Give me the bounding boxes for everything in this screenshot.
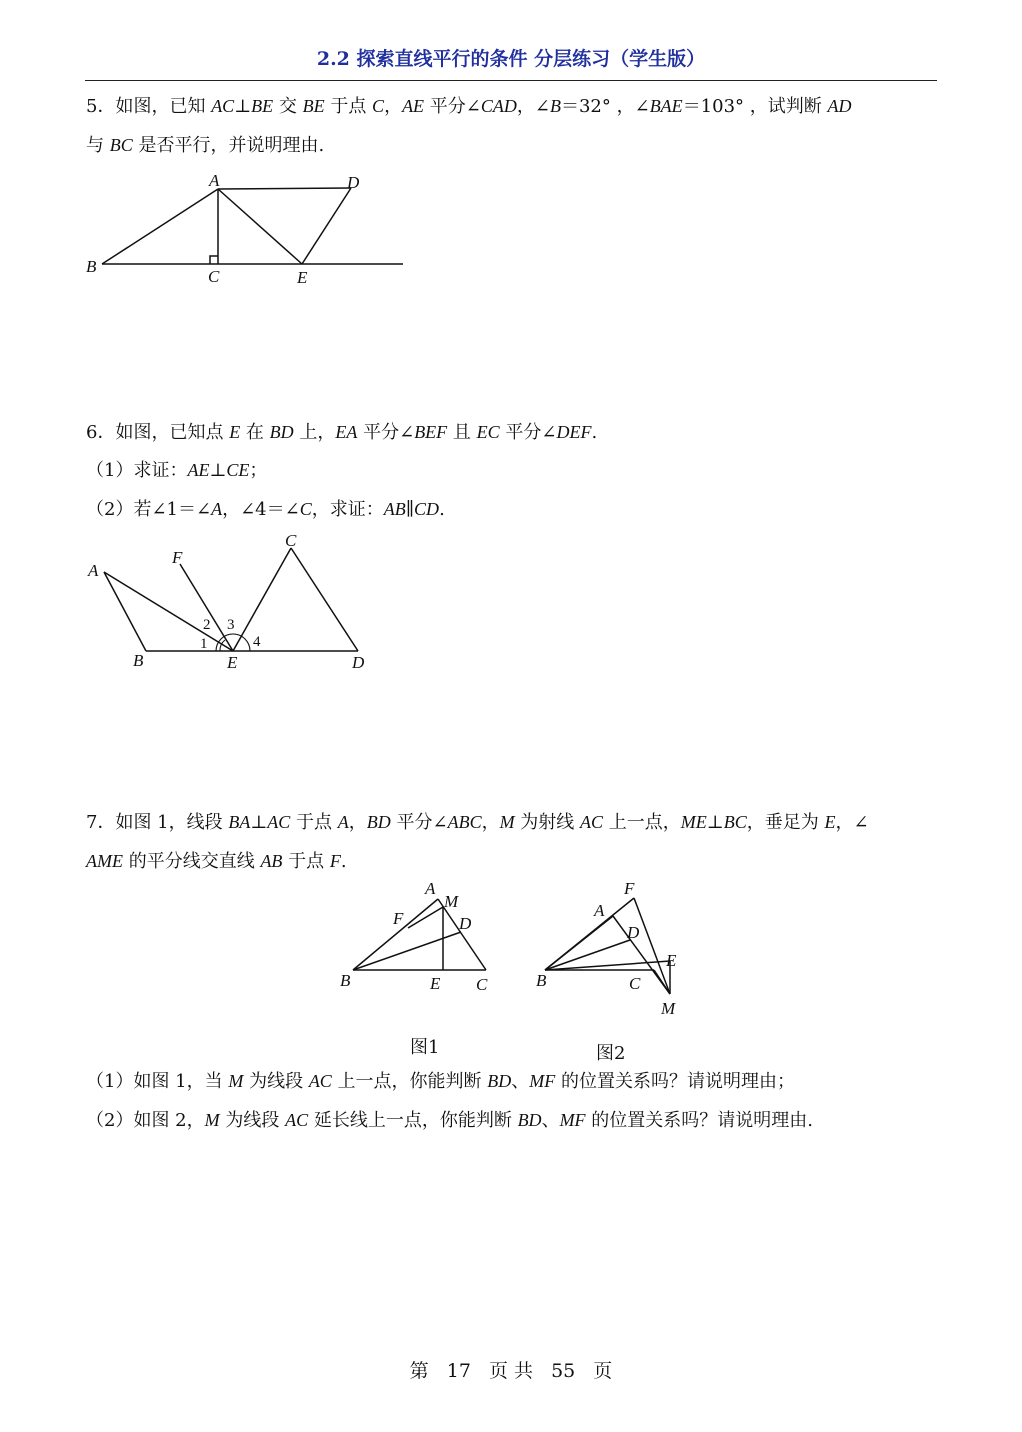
- math-variable: EA: [335, 422, 358, 442]
- text-segment: ⊥: [234, 96, 252, 117]
- math-variable: AC: [580, 812, 604, 832]
- angle-label-4: 4: [253, 634, 261, 650]
- label-C: C: [285, 531, 297, 550]
- text-segment: 为射线: [514, 812, 581, 833]
- text-segment: .: [439, 499, 445, 520]
- text-segment: 为线段: [243, 1071, 309, 1092]
- text-segment: ，: [384, 96, 403, 117]
- angle-label-2: 2: [203, 617, 211, 633]
- math-variable: BD: [517, 1110, 542, 1130]
- page-header-title: 2.2 探索直线平行的条件 分层练习（学生版）: [316, 48, 706, 70]
- angle-label-1: 1: [200, 636, 208, 652]
- label-D: D: [347, 173, 360, 192]
- text-segment: ＝103° ，试判断: [682, 96, 828, 117]
- footer-total-pages: 55: [551, 1360, 576, 1382]
- segment-AB: [104, 572, 146, 651]
- footer-post: 页: [593, 1360, 613, 1382]
- problem5-line1: [86, 94, 946, 119]
- text-segment: .: [340, 851, 347, 872]
- header-rule: [85, 80, 937, 81]
- text-segment: ；: [249, 460, 268, 481]
- text-segment: 上一点，: [603, 812, 681, 833]
- math-variable: E: [824, 812, 836, 832]
- fig1-label-C: C: [476, 975, 488, 994]
- label-C: C: [208, 267, 220, 286]
- footer-pre: 第: [409, 1360, 429, 1382]
- segment-AE: [218, 189, 302, 264]
- fig2-label-M: M: [661, 999, 676, 1018]
- text-segment: ，∠: [516, 96, 550, 117]
- math-variable: C: [372, 96, 385, 116]
- text-segment: ，∠: [835, 812, 869, 833]
- fig1-label-F: F: [393, 909, 404, 928]
- text-segment: ，∠4＝∠: [222, 499, 300, 520]
- page-footer: [0, 1356, 1022, 1383]
- text-segment: ＝32° ，∠: [560, 96, 650, 117]
- math-variable: AC: [267, 812, 291, 832]
- figure1-caption: 图1: [410, 1037, 440, 1058]
- angle-arc-marks: [216, 634, 250, 651]
- math-variable: E: [229, 422, 241, 442]
- text-segment: ，垂足为: [746, 812, 825, 833]
- fig2-label-B: B: [536, 971, 547, 990]
- text-segment: 为线段: [219, 1110, 286, 1131]
- right-angle-mark: [210, 256, 218, 264]
- math-variable: BE: [302, 96, 325, 116]
- math-variable: B: [549, 96, 561, 116]
- text-segment: 的位置关系吗？请说明理由；: [555, 1071, 796, 1092]
- problem5-line2: [86, 133, 946, 158]
- problem7-figure2: [528, 876, 698, 1026]
- segment-DE: [302, 188, 351, 264]
- math-variable: AB: [260, 851, 283, 871]
- label-A: A: [88, 561, 99, 580]
- fig2-label-E: E: [666, 951, 677, 970]
- segment-AE: [104, 572, 233, 651]
- label-E: E: [297, 268, 308, 287]
- text-segment: 平分∠: [357, 422, 415, 443]
- math-variable: CAD: [480, 96, 517, 116]
- segment-BD: [353, 932, 461, 970]
- math-variable: AME: [86, 851, 123, 871]
- text-segment: 、: [541, 1110, 560, 1131]
- problem7-line1: [86, 810, 946, 835]
- text-segment: 上，: [293, 422, 336, 443]
- segment-BA: [102, 189, 218, 264]
- footer-mid: 页 共: [488, 1360, 534, 1382]
- text-segment: 平分∠: [499, 422, 557, 443]
- math-variable: BAE: [649, 96, 683, 116]
- math-variable: BD: [487, 1071, 512, 1091]
- problem7-part2: [86, 1108, 946, 1133]
- text-segment: 、: [511, 1071, 530, 1092]
- math-variable: AD: [827, 96, 852, 116]
- text-segment: 是否平行，并说明理由.: [132, 135, 325, 156]
- text-segment: 5．如图，已知: [86, 96, 212, 117]
- math-variable: F: [329, 851, 341, 871]
- problem7-line2: [86, 849, 946, 874]
- math-variable: BEF: [414, 422, 448, 442]
- math-variable: MF: [529, 1071, 556, 1091]
- math-variable: CE: [226, 460, 250, 480]
- text-segment: 平分∠: [424, 96, 481, 117]
- math-variable: BA: [228, 812, 251, 832]
- math-variable: AB: [383, 499, 406, 519]
- problem6-line1: [86, 420, 946, 445]
- label-D: D: [352, 653, 365, 672]
- math-variable: C: [299, 499, 312, 519]
- math-variable: CD: [414, 499, 440, 519]
- fig1-label-M: M: [444, 892, 459, 911]
- math-variable: AC: [211, 96, 235, 116]
- text-segment: （2）若∠1＝∠: [86, 499, 212, 520]
- fig2-label-A: A: [594, 901, 605, 920]
- footer-page-number: 17: [446, 1360, 471, 1382]
- problem5-figure: [80, 168, 420, 293]
- math-variable: AC: [285, 1110, 309, 1130]
- math-variable: M: [228, 1071, 244, 1091]
- text-segment: 且: [447, 422, 477, 443]
- text-segment: 与: [86, 135, 110, 156]
- segment-CD: [291, 548, 358, 651]
- angle-label-3: 3: [227, 617, 235, 633]
- text-segment: ，: [348, 812, 367, 833]
- text-segment: ，: [481, 812, 500, 833]
- label-B: B: [133, 651, 144, 670]
- text-segment: 平分∠: [390, 812, 448, 833]
- text-segment: 的平分线交直线: [122, 851, 261, 872]
- text-segment: 交: [273, 96, 303, 117]
- math-variable: BD: [269, 422, 294, 442]
- problem7-part1: [86, 1069, 946, 1094]
- text-segment: 于点: [282, 851, 330, 872]
- fig1-label-E: E: [430, 974, 441, 993]
- fig2-label-D: D: [627, 923, 640, 942]
- text-segment: ⊥: [250, 812, 268, 833]
- text-segment: 在: [240, 422, 270, 443]
- label-B: B: [86, 257, 97, 276]
- math-variable: BC: [723, 812, 747, 832]
- math-variable: AE: [187, 460, 210, 480]
- text-segment: 的位置关系吗？请说明理由.: [585, 1110, 814, 1131]
- math-variable: ABC: [447, 812, 482, 832]
- text-segment: 于点: [290, 812, 338, 833]
- text-segment: 7．如图 1，线段: [86, 812, 229, 833]
- text-segment: 上一点，你能判断: [331, 1071, 488, 1092]
- problem7-figure1: [336, 876, 506, 1001]
- text-segment: ⊥: [209, 460, 227, 481]
- math-variable: BC: [109, 135, 133, 155]
- fig2-label-C: C: [629, 974, 641, 993]
- math-variable: AE: [402, 96, 425, 116]
- text-segment: .: [591, 422, 598, 443]
- problem6-figure: [80, 528, 380, 678]
- text-segment: （2）如图 2，: [86, 1110, 205, 1131]
- problem6-part1: [86, 458, 946, 483]
- text-segment: 延长线上一点，你能判断: [308, 1110, 518, 1131]
- math-variable: A: [337, 812, 349, 832]
- math-variable: EC: [476, 422, 500, 442]
- text-segment: （1）求证：: [86, 460, 188, 481]
- segment-BF: [545, 898, 634, 970]
- math-variable: BD: [366, 812, 391, 832]
- text-segment: 6．如图，已知点: [86, 422, 230, 443]
- fig1-label-D: D: [459, 914, 472, 933]
- fig1-label-B: B: [340, 971, 351, 990]
- fig1-label-A: A: [425, 879, 436, 898]
- math-variable: ME: [680, 812, 707, 832]
- fig2-label-F: F: [624, 879, 635, 898]
- text-segment: 于点: [324, 96, 373, 117]
- label-F: F: [172, 548, 183, 567]
- math-variable: M: [499, 812, 515, 832]
- math-variable: A: [211, 499, 223, 519]
- math-variable: M: [204, 1110, 220, 1130]
- text-segment: ∥: [405, 499, 415, 520]
- label-E: E: [227, 653, 238, 672]
- segment-EC: [233, 548, 291, 651]
- math-variable: DEF: [556, 422, 592, 442]
- text-segment: （1）如图 1，当: [86, 1071, 229, 1092]
- math-variable: BE: [251, 96, 274, 116]
- text-segment: ⊥: [706, 812, 724, 833]
- math-variable: MF: [559, 1110, 586, 1130]
- text-segment: ，求证：: [311, 499, 384, 520]
- label-A: A: [209, 171, 220, 190]
- segment-AD: [218, 188, 351, 189]
- figure2-caption: 图2: [596, 1043, 626, 1064]
- problem6-part2: [86, 497, 946, 522]
- math-variable: AC: [308, 1071, 332, 1091]
